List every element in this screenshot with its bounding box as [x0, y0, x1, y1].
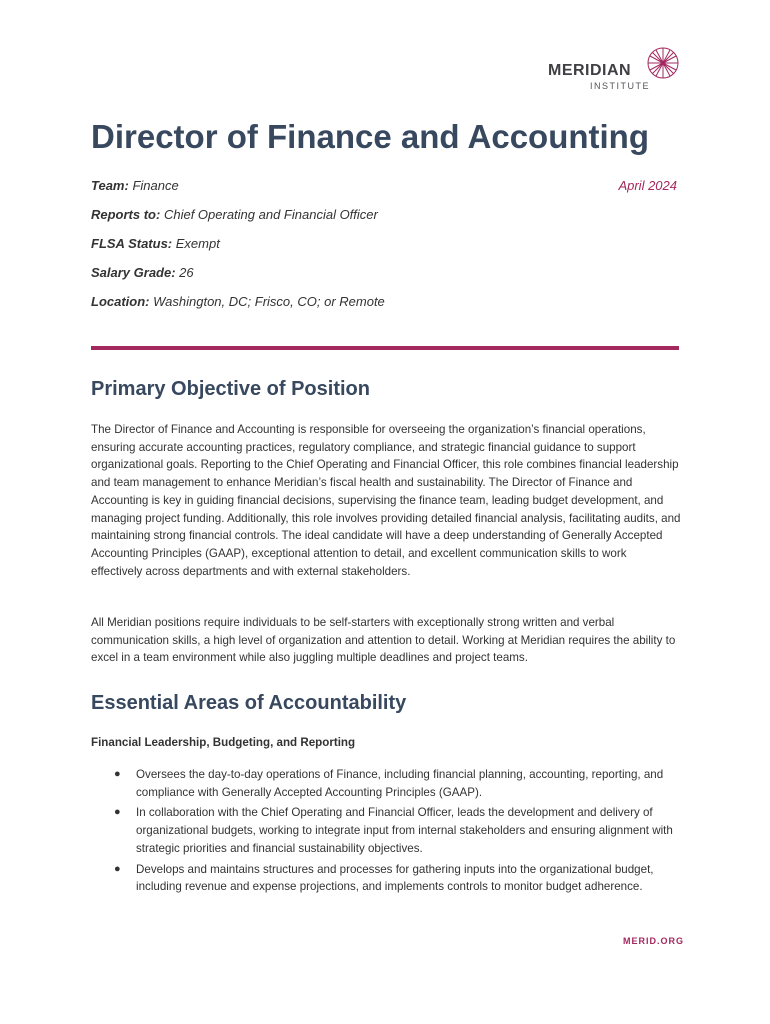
list-item-text: In collaboration with the Chief Operating and Financial Officer, leads the development and delivery of organizational budgets, working to integrate input from internal stakeholders and ensuring alignment with strategic priorities and financial sustainability objectives.	[136, 806, 673, 855]
meta-flsa-value: Exempt	[175, 236, 220, 251]
list-item-text: Develops and maintains structures and processes for gathering inputs into the organizational budget, including revenue and expense projections, and implements controls to monitor budget adherence.	[136, 862, 654, 894]
meta-location	[91, 294, 385, 310]
meta-team-value: Finance	[132, 178, 179, 193]
requirements-paragraph: All Meridian positions require individuals to be self-starters with exceptionally strong written and verbal communication skills, a high level of organization and attention to detail. Working at Meridian requires the ability to excel in a team environment while also juggling multiple deadlines and project teams.	[91, 616, 676, 665]
meta-reports-value: Chief Operating and Financial Officer	[163, 207, 378, 222]
document-date: April 2024	[618, 178, 677, 193]
meta-flsa-label: FLSA Status:	[91, 236, 173, 251]
list-item	[114, 766, 680, 801]
bullet-icon: ●	[114, 768, 121, 780]
logo-wordmark: MERIDIAN	[548, 62, 632, 79]
meta-salary-grade	[91, 265, 194, 281]
list-item-text: Oversees the day-to-day operations of Finance, including financial planning, accounting, reporting, and compliance with Generally Accepted Accounting Principles (GAAP).	[136, 768, 664, 799]
list-item	[114, 804, 680, 857]
essential-areas-heading: Essential Areas of Accountability	[91, 692, 407, 714]
meta-team	[91, 178, 179, 194]
meta-reports-to	[91, 207, 378, 223]
meta-grade-value: 26	[179, 265, 194, 280]
primary-objective-heading: Primary Objective of Position	[91, 378, 370, 400]
meta-team-label: Team:	[91, 178, 129, 193]
list-item	[114, 861, 680, 896]
document-title: Director of Finance and Accounting	[91, 118, 649, 155]
logo-mark-icon	[646, 46, 680, 80]
accountability-list	[114, 766, 680, 899]
meta-location-label: Location:	[91, 294, 150, 309]
footer-url: MERID.ORG	[622, 936, 684, 946]
section-divider	[91, 346, 679, 350]
meta-location-value: Washington, DC; Frisco, CO; or Remote	[153, 294, 385, 309]
meta-flsa	[91, 236, 220, 252]
bullet-icon: ●	[114, 862, 121, 875]
meridian-logo	[548, 46, 688, 98]
bullet-icon: ●	[114, 806, 121, 819]
meta-reports-label: Reports to:	[91, 207, 161, 222]
logo-subtitle: INSTITUTE	[590, 81, 650, 91]
financial-leadership-subheading: Financial Leadership, Budgeting, and Reporting	[91, 736, 356, 749]
meta-grade-label: Salary Grade:	[91, 265, 176, 280]
primary-objective-paragraph: The Director of Finance and Accounting is responsible for overseeing the organization’s financial operations, ensuring accurate accounting practices, regulatory compliance, and strategic financial guidance to support organizational goals. Reporting to the Chief Operating and Financial Officer, this role combines financial leadership and team management to enhance Meridian’s fiscal health and sustainability. The Director of Finance and Accounting is key in guiding financial decisions, supervising the finance team, leading budget development, and managing project funding. Additionally, this role involves providing detailed financial analysis, facilitating audits, and maintaining strong financial controls. The ideal candidate will have a deep understanding of Generally Accepted Accounting Principles (GAAP), exceptional attention to detail, and excellent communication skills to work effectively across departments and with external stakeholders.	[91, 423, 681, 578]
